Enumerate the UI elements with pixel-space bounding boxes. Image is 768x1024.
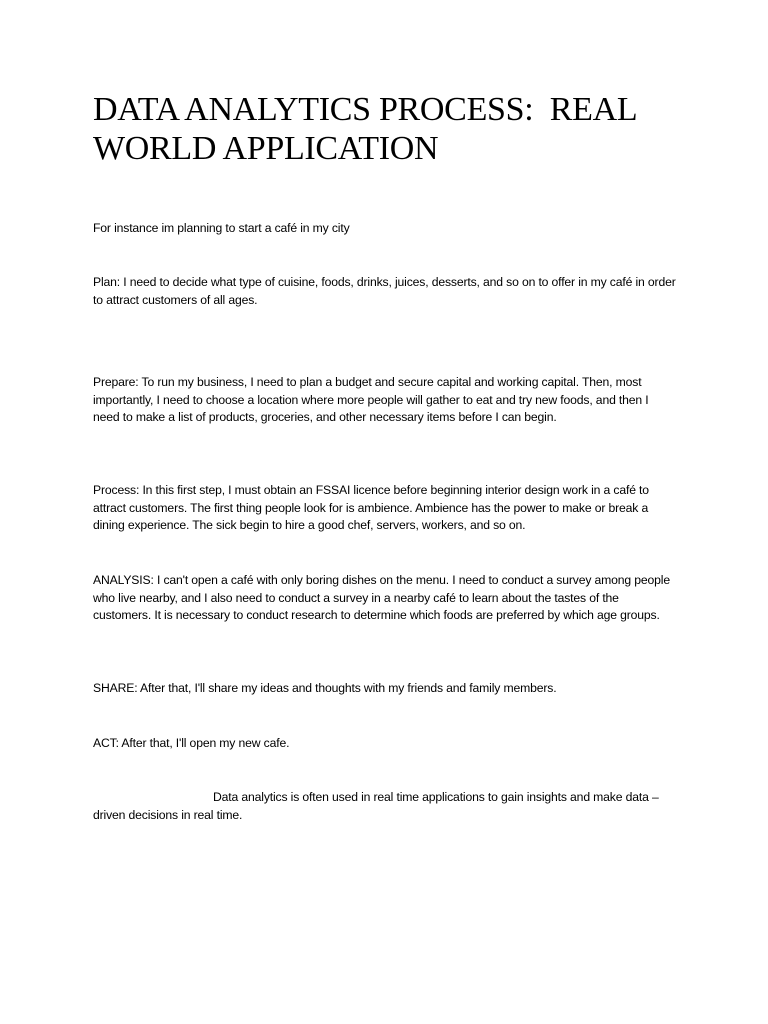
process-paragraph: Process: In this first step, I must obtain an FSSAI licence before beginning interior design work in a café to attract customers. The first thing people look for is ambience. Ambience has the power to make or break a dining experience. The sick begin to hire a good chef, servers, workers, and so on. bbox=[93, 483, 649, 532]
act-paragraph: ACT: After that, I'll open my new cafe. bbox=[93, 736, 290, 750]
analysis-paragraph: ANALYSIS: I can't open a café with only boring dishes on the menu. I need to conduct a survey among people who live nearby, and I also need to conduct a survey in a nearby café to learn about the tastes of the customers. It is necessary to conduct research to determine which foods are preferred by which age groups. bbox=[93, 573, 670, 622]
share-paragraph: SHARE: After that, I'll share my ideas and thoughts with my friends and family members. bbox=[93, 681, 557, 695]
document-title: DATA ANALYTICS PROCESS: REAL WORLD APPLICATION bbox=[93, 91, 644, 167]
closing-paragraph: Data analytics is often used in real time applications to gain insights and make data – driven decisions in real time. bbox=[93, 790, 659, 822]
prepare-paragraph: Prepare: To run my business, I need to plan a budget and secure capital and working capital. Then, most importantly, I need to choose a location where more people will gather to eat and try new foods, and then I need to make a list of products, groceries, and other necessary items before I can begin. bbox=[93, 375, 649, 424]
plan-paragraph: Plan: I need to decide what type of cuisine, foods, drinks, juices, desserts, and so on to offer in my café in order to attract customers of all ages. bbox=[93, 275, 676, 307]
intro-paragraph: For instance im planning to start a café in my city bbox=[93, 221, 350, 235]
